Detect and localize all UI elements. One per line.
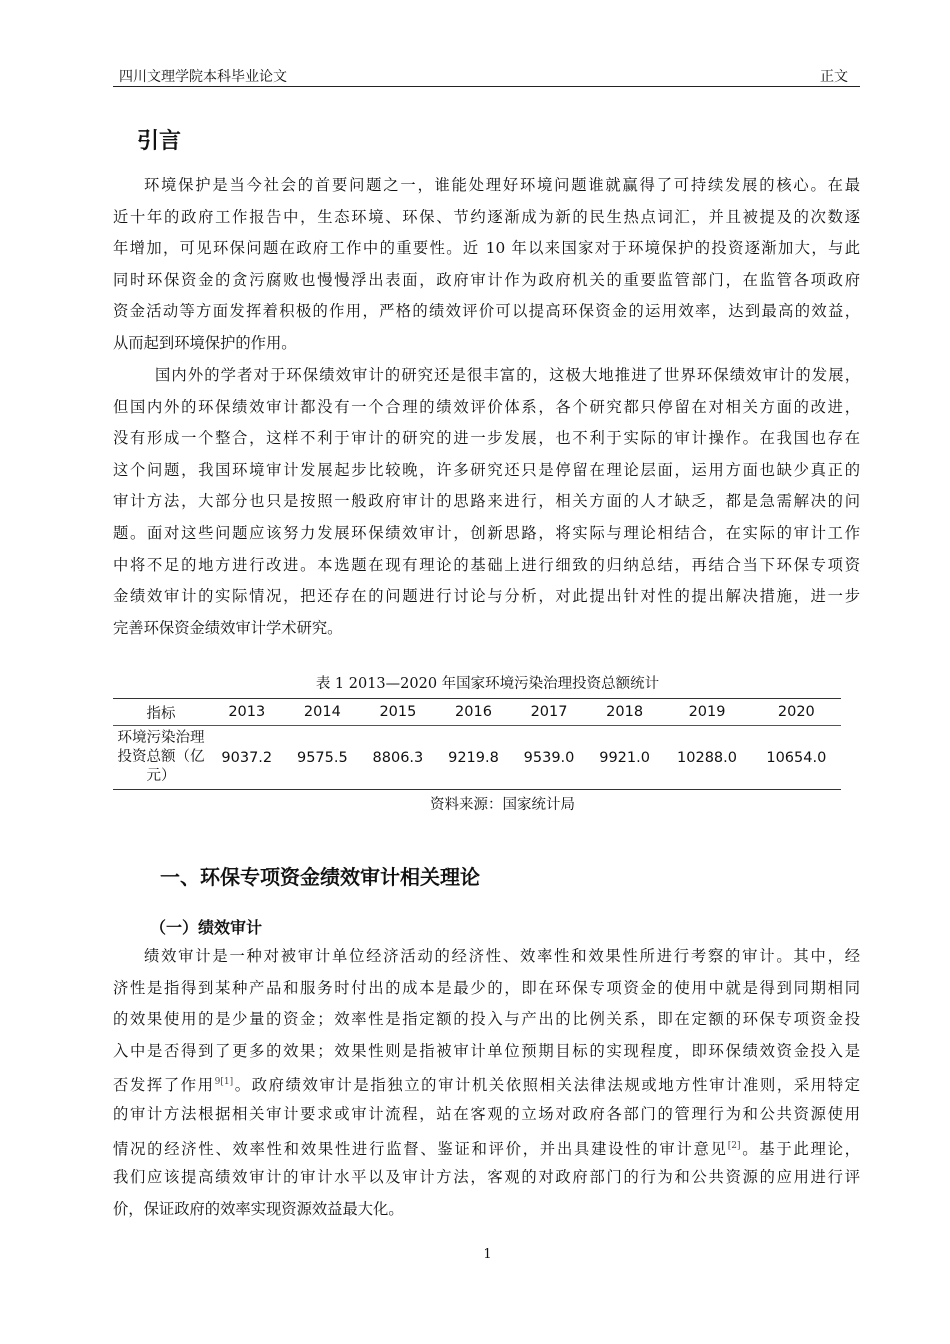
text-line: 题。面对这些问题应该努力发展环保绩效审计，创新思路，将实际与理论相结合，在实际的审计工作 [113,523,860,542]
text-line: 资金活动等方面发挥着积极的作用，严格的绩效评价可以提高环保资金的运用效率，达到最高的效益， [113,302,860,321]
text-line: 国内外的学者对于环保绩效审计的研究还是很丰富的，这极大地推进了世界环保绩效审计的发展， [155,366,860,384]
text-line: 近十年的政府工作报告中，生态环境、环保、节约逐渐成为新的民生热点词汇，并且被提及的次数逐 [113,207,860,226]
table-header-row [113,699,841,726]
text-line: 同时环保资金的贪污腐败也慢慢浮出表面，政府审计作为政府机关的重要监管部门，在监管各项政府 [113,270,860,289]
header-year: 2015 [379,704,417,720]
text-line: 完善环保资金绩效审计学术研究。 [113,618,343,637]
text-line: 这个问题，我国环境审计发展起步比较晚，许多研究还只是停留在理论层面，运用方面也缺少真正的 [113,460,860,479]
header-year: 2017 [530,704,568,720]
header-section: 正文 [820,69,848,85]
header-year: 2014 [303,704,341,720]
cell-value: 9575.5 [296,749,348,766]
header-indicator: 指标 [146,705,176,722]
header-year: 2013 [228,704,266,720]
text-line: 从而起到环境保护的作用。 [113,333,297,352]
text-segment: 。基于此理论， [740,1139,860,1158]
cell-value: 8806.3 [372,749,424,766]
text-segment: 。政府绩效审计是指独立的审计机关依照相关法律法规或地方性审计准则，采用特定 [233,1076,860,1095]
row-label-line: 元） [146,768,176,784]
text-line: 没有形成一个整合，这样不利于审计的研究的进一步发展，也不利于实际的审计操作。在我国也存在 [113,429,860,448]
cell-value: 9539.0 [523,749,575,766]
intro-paragraph-2 [113,360,860,644]
text-line: 入中是否得到了更多的效果；效果性则是指被审计单位预期目标的实现程度，即环保绩效资金投入是 [113,1041,860,1060]
text-line: 中将不足的地方进行改进。本选题在现有理论的基础上进行细致的归纳总结，再结合当下环保专项资 [113,555,860,574]
page-header [113,64,860,87]
page-number: 1 [483,1247,492,1262]
cell-value: 9219.8 [448,749,499,766]
header-year: 2019 [688,704,726,720]
header-year: 2018 [606,704,644,720]
text-line: 金绩效审计的实际情况，把还存在的问题进行讨论与分析，对此提出针对性的提出解决措施，进一步 [113,587,860,606]
text-segment: 情况的经济性、效率性和效果性进行监督、鉴证和评价，并出具建设性的审计意见 [113,1139,728,1158]
cell-value: 10654.0 [766,749,827,766]
cell-value: 9037.2 [221,749,273,766]
row-label [113,726,209,790]
row-label-line: 环境污染治理 [117,730,205,746]
text-line: 环境保护是当今社会的首要问题之一，谁能处理好环境问题谁就赢得了可持续发展的核心。在最 [144,176,860,194]
text-line: 的效果使用的是少量的资金；效率性是指定额的投入与产出的比例关系，即在定额的环保专项资金投 [113,1010,860,1029]
cell-value: 10288.0 [677,749,737,766]
section-title: 一、环保专项资金绩效审计相关理论 [160,865,480,889]
text-line: 济性是指得到某种产品和服务时付出的成本是最少的，即在环保专项资金的使用中就是得到同期相同 [113,978,860,997]
cell-value: 9921.0 [599,749,650,766]
citation-ref: [2] [727,1140,741,1151]
text-line: 审计方法，大部分也只是按照一般政府审计的思路来进行，相关方面的人才缺乏，都是急需解决的问 [113,492,860,511]
header-school: 四川文理学院本科毕业论文 [119,69,287,85]
section-paragraph [113,941,860,1225]
text-line: 价，保证政府的效率实现资源效益最大化。 [113,1199,404,1218]
row-label-line: 投资总额（亿 [117,749,205,765]
text-line: 年增加，可见环保问题在政府工作中的重要性。近 10 年以来国家对于环境保护的投资逐渐加大，与此 [113,239,860,258]
text-line [113,1067,860,1099]
text-line [113,1131,860,1163]
table-row [113,726,841,790]
intro-paragraph-1 [113,170,860,360]
header-year: 2020 [777,704,815,720]
table-caption: 表 1 2013—2020 年国家环境污染治理投资总额统计 [315,676,660,692]
investment-table [113,698,841,790]
citation-ref: 9[1] [214,1077,234,1088]
table-source: 资料来源：国家统计局 [430,797,575,813]
header-year: 2016 [455,704,492,720]
text-line: 但国内外的环保绩效审计都没有一个合理的绩效评价体系，各个研究都只停留在对相关方面的改进， [113,397,860,416]
text-line: 的审计方法根据相关审计要求或审计流程，站在客观的立场对政府各部门的管理行为和公共资源使用 [113,1104,860,1123]
intro-title: 引言 [137,129,182,154]
text-segment: 否发挥了作用 [113,1076,215,1095]
text-line: 绩效审计是一种对被审计单位经济活动的经济性、效率性和效果性所进行考察的审计。其中，经 [144,947,860,965]
subsection-title: （一）绩效审计 [150,918,263,937]
text-line: 我们应该提高绩效审计的审计水平以及审计方法，客观的对政府部门的行为和公共资源的应用进行评 [113,1168,860,1187]
